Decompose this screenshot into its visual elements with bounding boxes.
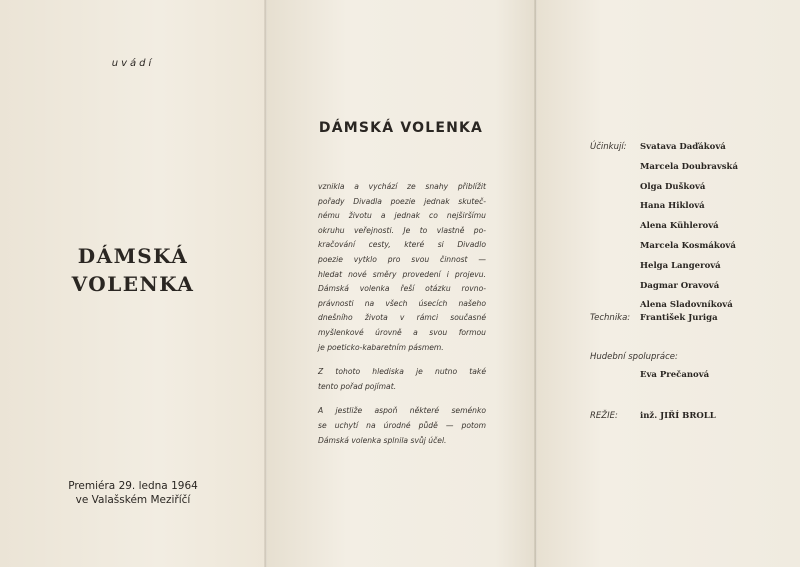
cover-title-line-2: VOLENKA	[71, 272, 195, 296]
director-name: inž. JIŘÍ BROLL	[640, 411, 716, 421]
cast-member: Olga Dušková	[640, 181, 706, 192]
description-text	[318, 180, 486, 458]
cover-title	[0, 242, 266, 298]
description-line: právnosti na všech úsecích našeho	[318, 298, 486, 308]
description-line: vznikla a vychází ze snahy přiblížit	[318, 182, 486, 191]
music-label: Hudební spolupráce:	[590, 352, 678, 362]
cast-member: Dagmar Oravová	[640, 280, 720, 291]
left-panel	[0, 0, 266, 567]
cast-member: Hana Hiklová	[640, 201, 705, 212]
cover-title-line-1: DÁMSKÁ	[77, 244, 189, 268]
cast-member: Alena Kühlerová	[640, 221, 719, 232]
description-line: se uchytí na úrodné půdě — potom	[318, 420, 486, 430]
cast-label: Účinkují:	[590, 142, 627, 152]
cast-member: Helga Langerová	[640, 260, 721, 271]
description-line: Dámská volenka řeší otázku rovno-	[318, 284, 486, 294]
description-line: dnešního života v rámci současné	[318, 313, 486, 323]
fold-line-left	[264, 0, 267, 567]
fold-line-right	[534, 0, 537, 567]
description-paragraph	[318, 404, 486, 448]
description-line: myšlenkové úrovně a svou formou	[318, 327, 486, 337]
description-line: tento pořad pojímat.	[318, 381, 397, 391]
description-line: A jestliže aspoň některé seménko	[318, 406, 486, 416]
description-paragraph	[318, 180, 486, 355]
premiere-date: Premiéra 29. ledna 1964	[68, 480, 198, 492]
description-line: pořady Divadla poezie jednak skuteč-	[318, 196, 486, 206]
description-line: hledat nové směry provedení i projevu.	[318, 269, 486, 279]
presents-label: uvádí	[111, 58, 155, 69]
premiere-place: ve Valašském Meziříčí	[75, 494, 191, 506]
technique-name: František Juriga	[640, 313, 718, 323]
middle-title: DÁMSKÁ VOLENKA	[318, 120, 484, 136]
cast-member: Svatava Daďáková	[640, 142, 726, 152]
middle-panel	[266, 0, 536, 567]
description-paragraph	[318, 365, 486, 394]
description-line: Z tohoto hlediska je nutno také	[318, 367, 486, 377]
music-name: Eva Prečanová	[640, 370, 710, 380]
description-line: poezie vytklo pro svou činnost —	[318, 254, 486, 264]
cast-member: Marcela Doubravská	[640, 161, 738, 172]
technique-label: Technika:	[590, 313, 631, 323]
description-line: Dámská volenka splnila svůj účel.	[318, 435, 447, 445]
director-label: REŽIE:	[590, 411, 618, 421]
cast-member: Marcela Kosmáková	[640, 241, 736, 251]
description-line: okruhu veřejnosti. Je to vlastně po-	[318, 225, 486, 235]
description-line: nému životu a jednak co nejširšímu	[318, 211, 486, 221]
description-line: je poeticko-kabaretním pásmem.	[318, 342, 444, 352]
cast-member: Alena Sladovníková	[640, 300, 733, 311]
right-panel	[536, 0, 800, 567]
premiere-info	[0, 479, 266, 507]
description-line: kračování cesty, které si Divadlo	[318, 240, 486, 250]
